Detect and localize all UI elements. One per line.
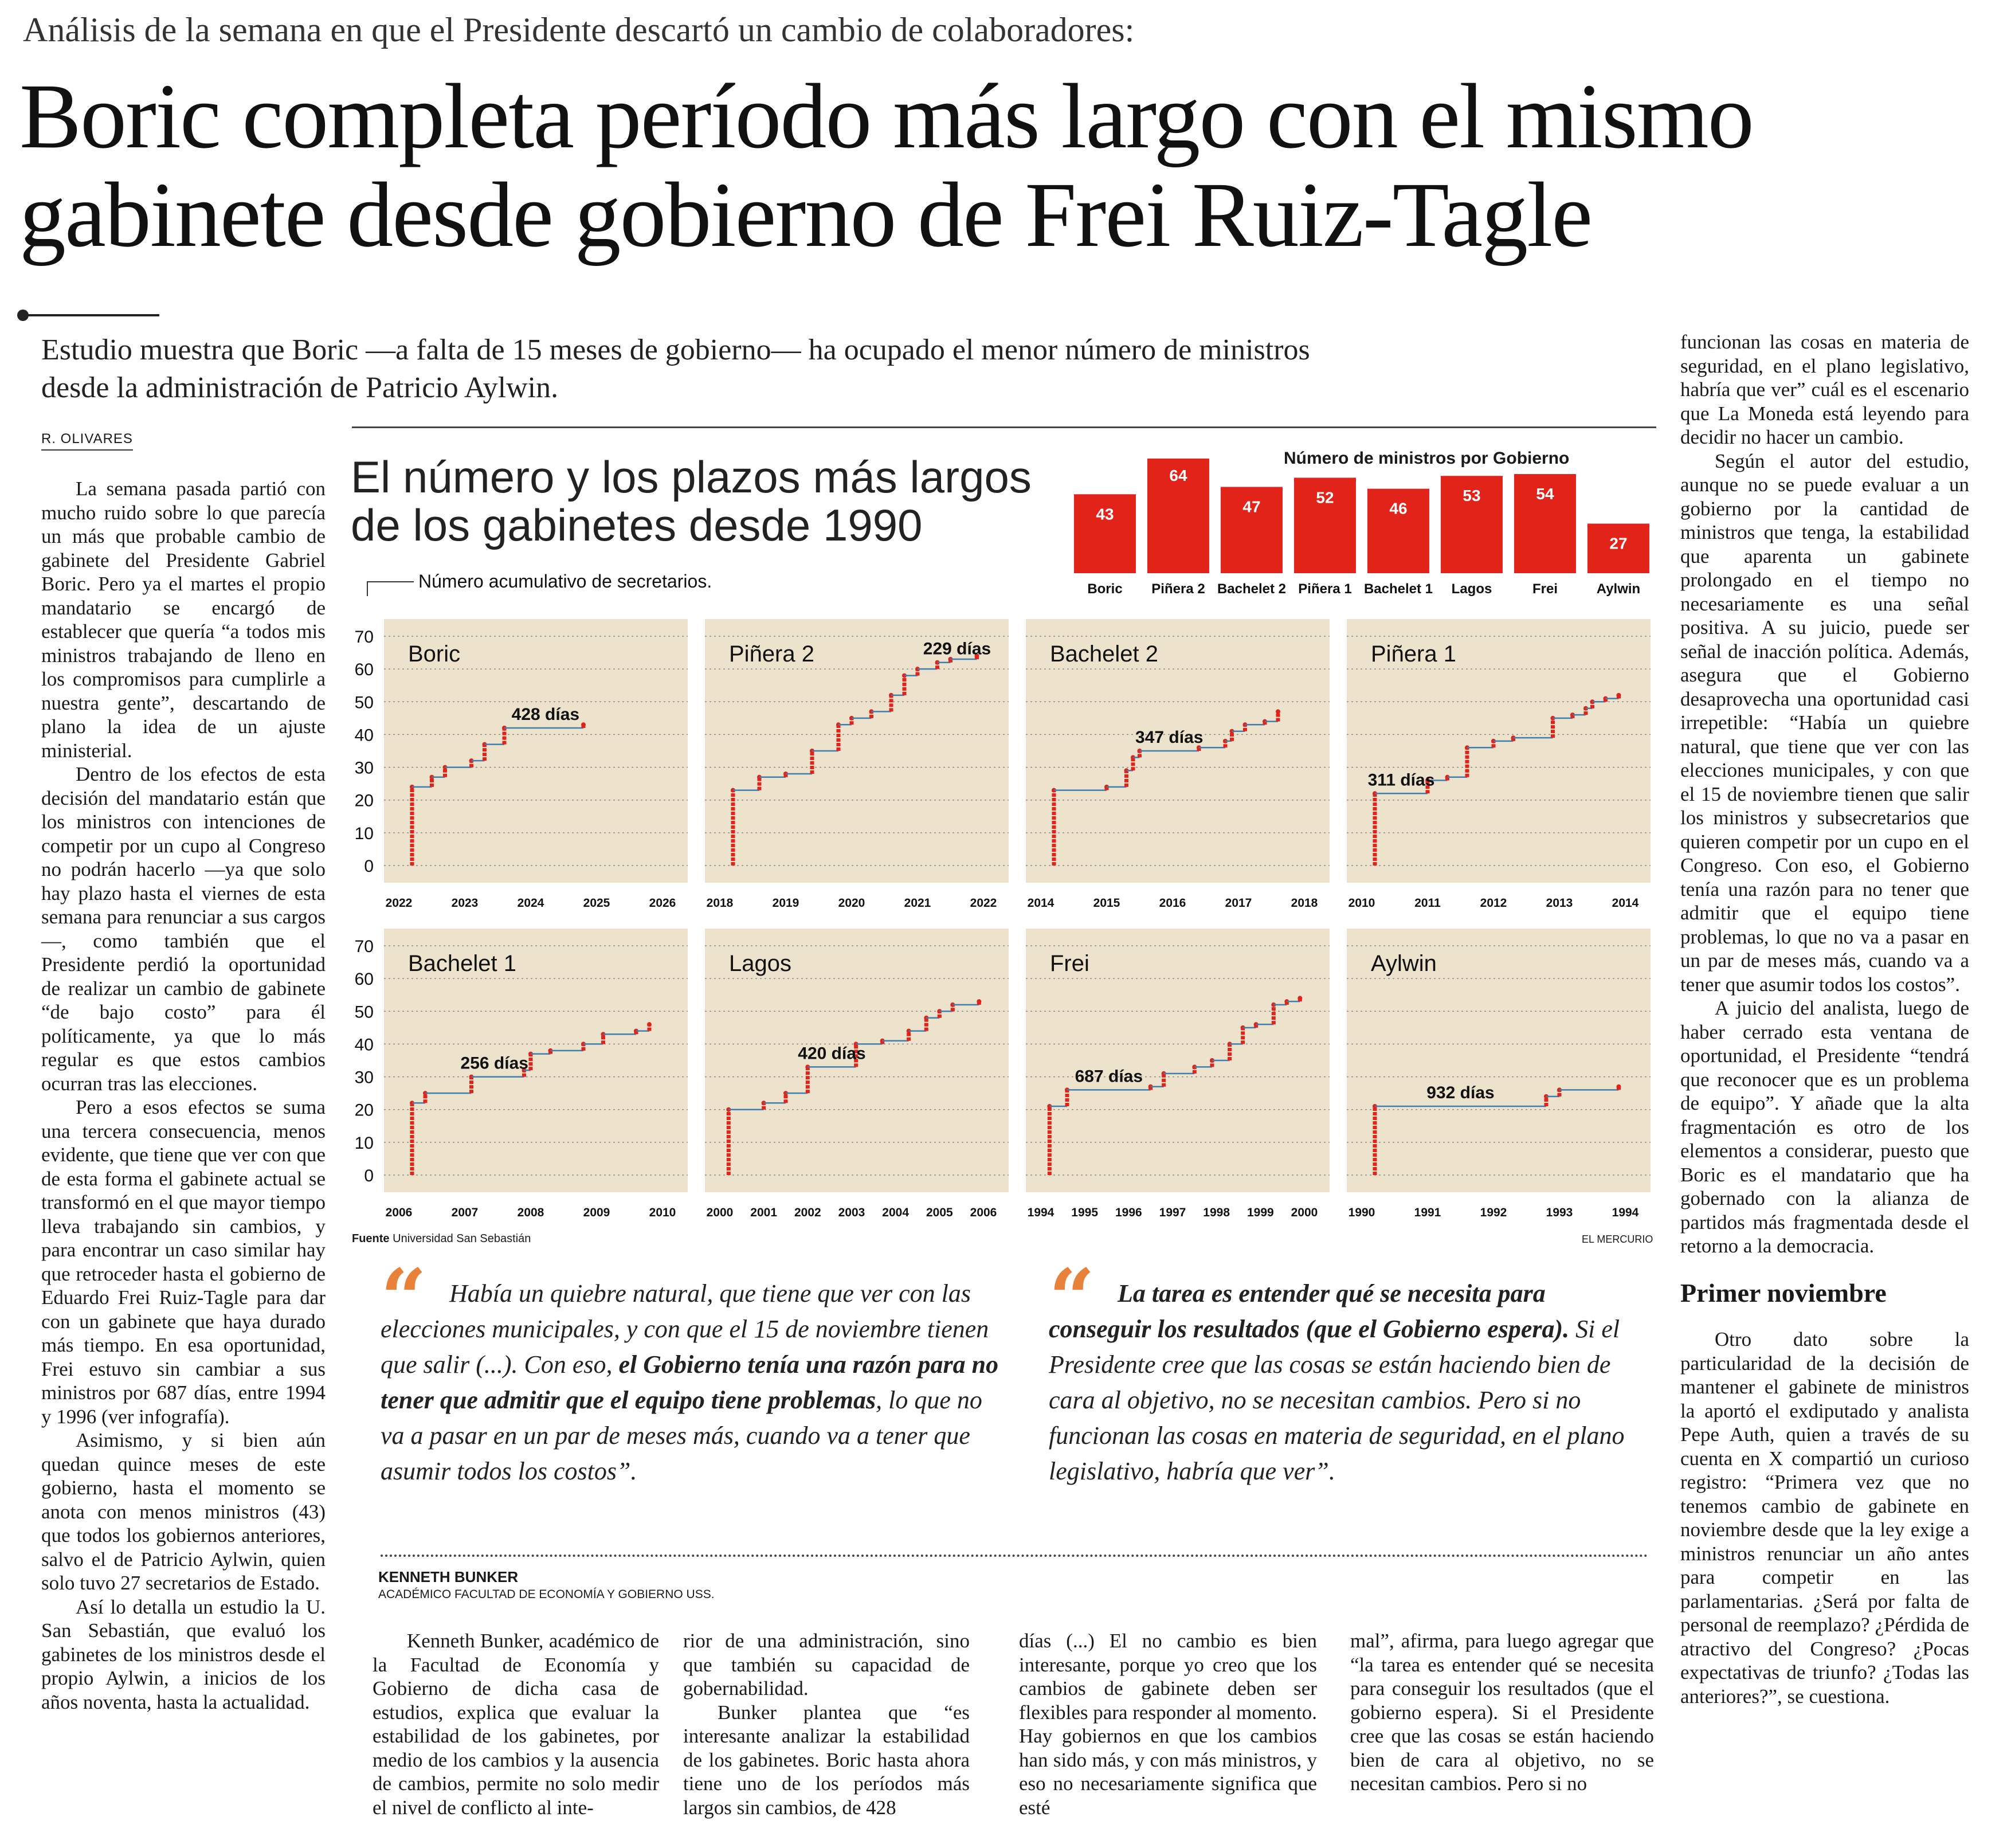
bar-category-label: Piñera 2 <box>1151 581 1205 597</box>
bar-category-label: Frei <box>1532 581 1558 597</box>
x-tick-label: 2023 <box>451 896 479 910</box>
y-tick-label: 30 <box>354 1068 374 1087</box>
headline <box>19 65 2002 267</box>
step-point <box>1276 709 1280 714</box>
longest-period-label: 229 días <box>923 639 991 659</box>
longest-period-label: 311 días <box>1367 770 1435 790</box>
panel-3 <box>1026 619 1330 910</box>
y-tick-label: 20 <box>354 1101 374 1120</box>
x-tick-label: 1994 <box>1027 1206 1054 1219</box>
x-tick-label: 2020 <box>838 896 865 910</box>
y-tick-label: 50 <box>354 1003 374 1022</box>
graphic-top-rule <box>352 426 1656 428</box>
panel-6 <box>705 929 1009 1219</box>
x-tick-label: 2007 <box>451 1206 479 1219</box>
y-tick-label: 40 <box>354 1035 374 1055</box>
quote-1 <box>381 1276 999 1489</box>
source-label: Fuente <box>352 1232 390 1245</box>
deck-line-2: desde la administración de Patricio Aylwin. <box>41 371 559 404</box>
bar-value-label: 52 <box>1316 488 1334 507</box>
right-column <box>1680 330 1969 1708</box>
x-tick-label: 2021 <box>904 896 931 910</box>
longest-period-label: 347 días <box>1135 728 1203 747</box>
longest-period-label: 420 días <box>798 1044 866 1063</box>
panel-7 <box>1026 929 1330 1219</box>
x-tick-label: 2002 <box>794 1206 821 1219</box>
x-tick-label: 2017 <box>1225 896 1252 910</box>
bar-value-label: 54 <box>1536 485 1554 503</box>
x-tick-label: 2004 <box>882 1206 910 1219</box>
deck-rule <box>22 314 159 316</box>
bottom-column-2 <box>683 1629 970 1819</box>
left-paragraph-4: Asimismo, y si bien aún quedan quince meses de este gobierno, hasta el momento se anota con menos ministros (43) que todos los gobiernos anteriores, salvo el de Patricio Aylwin, quien solo tuvo 27 secretarios de Estado. <box>41 1429 326 1594</box>
bar-value-label: 43 <box>1096 505 1114 523</box>
longest-period-label: 687 días <box>1075 1067 1143 1086</box>
bar-value-label: 27 <box>1609 534 1628 553</box>
x-tick-label: 2018 <box>706 896 734 910</box>
bottom-paragraph-5: mal”, afirma, para luego agregar que “la tarea es entender qué se necesita para conseguir los resultados (que el gobierno espera). Si el Presidente cree que las cosas se están haciendo bien de cara al objetivo, no se necesitan cambios. Pero si no <box>1350 1630 1654 1795</box>
quote-author: KENNETH BUNKER <box>378 1568 519 1585</box>
step-point <box>1617 1084 1621 1089</box>
bar-category-label: Piñera 1 <box>1298 581 1352 597</box>
bar-value-label: 53 <box>1463 487 1481 505</box>
x-tick-label: 1994 <box>1612 1206 1639 1219</box>
step-point <box>647 1022 652 1027</box>
y-tick-label: 70 <box>354 628 374 647</box>
bottom-column-3 <box>1019 1629 1317 1819</box>
x-tick-label: 2024 <box>517 896 544 910</box>
quote-mark-icon-2: “ <box>1049 1252 1095 1346</box>
step-point <box>977 999 981 1004</box>
x-tick-label: 2001 <box>750 1206 778 1219</box>
quote-1-emphasis: el Gobierno tenía una razón para no tener que admitir que el equipo tiene problemas <box>381 1350 999 1414</box>
left-paragraph-5: Así lo detalla un estudio la U. San Sebastián, que evaluó los gabinetes de los ministros desde el propio Aylwin, a inicios de los años noventa, hasta la actualidad. <box>41 1595 326 1713</box>
step-point <box>1617 693 1621 698</box>
bar-value-label: 47 <box>1242 498 1261 516</box>
headline-line-1: Boric completa período más largo con el mismo <box>19 65 1753 168</box>
bottom-paragraph-2: rior de una administración, sino que también su capacidad de gobernabilidad. <box>683 1630 970 1700</box>
right-paragraph-2: Según el autor del estudio, aunque no se puede evaluar a un gobierno por la cantidad de ministros que tenga, la estabilidad que aparenta un gabinete prolongado en el tiempo no necesariamente es una señal positiva. A su juicio, puede ser señal de inacción política. Además, asegura que el Gobierno desaprovecha una oportunidad casi irrepetible: “Había un quiebre natural, que tiene que ver con las elecciones municipales, y con que el 15 de noviembre tienen que salir los ministros y subsecretarios que quieren competir por un cupo en el Congreso. Con eso, el Gobierno tenía una razón para no tener que admitir que el equipo tiene problemas, lo que no va a pasar en un par de meses más, cuando va a tener que asumir todos los costos”. <box>1680 449 1969 996</box>
y-tick-label: 10 <box>354 824 374 843</box>
left-paragraph-3: Pero a esos efectos se suma una tercera consecuencia, menos evidente, que tiene que ver con que de esta forma el gabinete actual se transformó en el que mayor tiempo lleva trabajando sin cambios, y para encontrar un caso similar hay que retroceder hasta el gobierno de Eduardo Frei Ruiz-Tagle para dar con un gabinete que haya durado más tiempo. En esa oportunidad, Frei estuvo sin cambiar a sus ministros por 687 días, entre 1994 y 1996 (ver infografía). <box>41 1096 326 1428</box>
step-point <box>581 722 586 727</box>
y-tick-label: 70 <box>354 937 374 956</box>
panel-2 <box>705 619 1009 910</box>
bottom-paragraph-1: Kenneth Bunker, académico de la Facultad de Economía y Gobierno de dicha casa de estudios, explica que evaluar la estabilidad de los gabinetes, por medio de los cambios y la ausencia de cambios, permite no solo medir el nivel de conflicto al inte- <box>373 1630 659 1819</box>
x-tick-label: 2014 <box>1027 896 1054 910</box>
bar-value-label: 64 <box>1169 467 1187 484</box>
panel-1 <box>384 619 688 910</box>
y-tick-label: 60 <box>354 970 374 989</box>
deck <box>41 331 1646 407</box>
x-tick-label: 2003 <box>838 1206 865 1219</box>
x-tick-label: 2016 <box>1159 896 1186 910</box>
graphic-title-line-1: El número y los plazos más largos <box>351 452 1032 502</box>
bar-category-label: Lagos <box>1451 581 1492 597</box>
bar-chart <box>1066 459 1662 602</box>
y-tick-label: 60 <box>354 660 374 680</box>
x-tick-label: 2022 <box>385 896 413 910</box>
bottom-paragraph-3: Bunker plantea que “es interesante analizar la estabilidad de los gabinetes. Boric hasta ahora tiene uno de los períodos más largos sin cambios, de 428 <box>683 1701 970 1819</box>
bar-category-label: Bachelet 2 <box>1217 581 1287 597</box>
x-tick-label: 2006 <box>970 1206 997 1219</box>
bar-value-label: 46 <box>1389 499 1408 518</box>
x-tick-label: 2019 <box>772 896 799 910</box>
x-tick-label: 1997 <box>1159 1206 1186 1219</box>
bottom-paragraph-4: días (...) El no cambio es bien interesante, porque yo creo que los cambios de gabinete deben ser flexibles para responder al momento. Hay gobiernos en que los cambios han sido más, y con más ministros, y eso no necesariamente significa que esté <box>1019 1630 1317 1819</box>
bottom-column-4 <box>1350 1629 1654 1796</box>
bottom-column-1 <box>373 1629 659 1819</box>
panel-title: Piñera 1 <box>1371 641 1456 667</box>
graphic-title <box>351 453 1096 549</box>
y-tick-label: 0 <box>364 857 374 876</box>
y-tick-label: 20 <box>354 791 374 811</box>
bar-category-label: Aylwin <box>1596 581 1641 597</box>
source-name: Universidad San Sebastián <box>393 1232 531 1245</box>
y-tick-label: 10 <box>354 1133 374 1153</box>
longest-period-label: 256 días <box>460 1054 528 1073</box>
deck-line-1: Estudio muestra que Boric —a falta de 15 meses de gobierno— ha ocupado el menor número de ministros <box>41 334 1310 366</box>
panel-title: Boric <box>408 641 461 667</box>
y-tick-label: 30 <box>354 758 374 778</box>
panel-title: Bachelet 1 <box>408 951 517 976</box>
quote-author-role: ACADÉMICO FACULTAD DE ECONOMÍA Y GOBIERNO USS. <box>378 1588 715 1601</box>
byline: R. OLIVARES <box>41 431 133 451</box>
step-point <box>1297 996 1302 1000</box>
x-tick-label: 2025 <box>583 896 610 910</box>
longest-period-label: 932 días <box>1426 1083 1495 1102</box>
x-tick-label: 2010 <box>1348 896 1375 910</box>
x-tick-label: 2026 <box>649 896 676 910</box>
x-tick-label: 2014 <box>1612 896 1639 910</box>
y-tick-label: 0 <box>364 1166 374 1185</box>
x-tick-label: 2018 <box>1291 896 1318 910</box>
panel-title: Piñera 2 <box>729 641 814 667</box>
panel-title: Lagos <box>729 951 791 976</box>
longest-period-label: 428 días <box>511 705 580 724</box>
x-tick-label: 2011 <box>1414 896 1441 910</box>
right-subhead: Primer noviembre <box>1680 1278 1887 1307</box>
x-tick-label: 2013 <box>1546 896 1573 910</box>
x-tick-label: 1995 <box>1071 1206 1099 1219</box>
panel-title: Frei <box>1050 951 1089 976</box>
quote-1-part-c: , lo que no va a pasar en un par de meses más, cuando va a tener que asumir todos los costos”. <box>381 1386 982 1485</box>
y-tick-label: 50 <box>354 693 374 712</box>
headline-line-2: gabinete desde gobierno de Frei Ruiz-Tagle <box>19 164 1592 267</box>
right-paragraph-1: funcionan las cosas en materia de seguridad, en el plano legislativo, habría que ver” cuál es el escenario que La Moneda está leyendo para decidir no hacer un cambio. <box>1680 331 1969 448</box>
bar-chart-title: Número de ministros por Gobierno <box>1284 449 1570 468</box>
right-paragraph-4: Otro dato sobre la particularidad de la decisión de mantener el gabinete de ministros la aportó el exdiputado y analista Pepe Auth, quien a través de su cuenta en X compartió un curioso registro: “Primera vez que no tenemos cambio de gabinete en noviembre desde que la ley exige a ministros renunciar un año antes para competir en las parlamentarias. ¿Será por falta de personal de reemplazo? ¿Pérdida de atractivo del Congreso? ¿Pocas expectativas de triunfo? ¿Todas las anteriores?”, se cuestiona. <box>1680 1328 1969 1708</box>
x-tick-label: 2000 <box>706 1206 734 1219</box>
panel-title: Bachelet 2 <box>1050 641 1159 667</box>
kicker: Análisis de la semana en que el Presidente descartó un cambio de colaboradores: <box>23 11 1135 49</box>
left-paragraph-1: La semana pasada partió con mucho ruido sobre lo que parecía un más que probable cambio de gabinete del Presidente Gabriel Boric. Pero ya el martes el propio mandatario se encargó de establecer que quería “a todos mis ministros trabajando de lleno en los compromisos para cumplirle a nuestra gente”, descartando de plano la idea de un ajuste ministerial. <box>41 477 326 762</box>
cabinet-step-charts <box>344 590 1668 1232</box>
x-tick-label: 2012 <box>1480 896 1507 910</box>
panel-title: Aylwin <box>1371 951 1437 976</box>
quote-mark-icon-1: “ <box>381 1252 427 1346</box>
panel-5 <box>384 929 688 1219</box>
x-tick-label: 2008 <box>517 1206 544 1219</box>
x-tick-label: 2010 <box>649 1206 676 1219</box>
panel-8 <box>1347 929 1651 1219</box>
right-paragraph-3: A juicio del analista, luego de haber cerrado esta ventana de oportunidad, el Presidente “tendrá que reconocer que es un problema de equipo”. Y añade que la alta fragmentación es otro de los elementos a considerar, puesto que Boric es el mandatario que ha gobernado con la alianza de partidos más fragmentada desde el retorno a la democracia. <box>1680 997 1969 1257</box>
x-tick-label: 1996 <box>1115 1206 1142 1219</box>
x-tick-label: 1993 <box>1546 1206 1573 1219</box>
x-tick-label: 1992 <box>1480 1206 1507 1219</box>
graphic-source <box>352 1232 531 1246</box>
graphic-subtitle: Número acumulativo de secretarios. <box>418 571 712 592</box>
x-tick-label: 1999 <box>1246 1206 1274 1219</box>
quote-divider <box>381 1555 1648 1557</box>
x-tick-label: 2015 <box>1093 896 1120 910</box>
x-tick-label: 1998 <box>1203 1206 1230 1219</box>
quote-2-rest: Si el Presidente cree que las cosas se están haciendo bien de cara al objetivo, no se necesitan cambios. Pero si no funcionan las cosas en materia de seguridad, en el plano legislativo, habría que ver”. <box>1049 1315 1625 1485</box>
left-paragraph-2: Dentro de los efectos de esta decisión del mandatario están que los ministros con intenciones de competir por un cupo al Congreso no podrán hacerlo —ya que solo hay plazo hasta el viernes de esta semana para renunciar a sus cargos—, como también que el Presidente perdió la oportunidad de realizar un cambio de gabinete “de bajo costo” para él políticamente, ya que lo más regular es que estos cambios ocurran tras las elecciones. <box>41 763 326 1095</box>
left-column <box>41 477 326 1714</box>
quote-2-emphasis: La tarea es entender qué se necesita para conseguir los resultados (que el Gobierno espera). <box>1049 1279 1570 1343</box>
panel-4 <box>1347 619 1651 910</box>
y-tick-label: 40 <box>354 726 374 745</box>
x-tick-label: 2006 <box>385 1206 413 1219</box>
graphic-credit: EL MERCURIO <box>1582 1234 1653 1245</box>
x-tick-label: 2000 <box>1291 1206 1318 1219</box>
x-tick-label: 1990 <box>1348 1206 1375 1219</box>
quote-2 <box>1049 1276 1651 1489</box>
x-tick-label: 1991 <box>1414 1206 1441 1219</box>
x-tick-label: 2009 <box>583 1206 610 1219</box>
x-tick-label: 2022 <box>970 896 997 910</box>
graphic-title-line-2: de los gabinetes desde 1990 <box>351 500 923 550</box>
quote-1-part-a: Había un quiebre natural, que tiene que ver con las elecciones municipales, y con que el 15 de noviembre tienen que salir (...). Con eso, <box>381 1279 989 1379</box>
subtitle-leader-line <box>367 581 414 582</box>
bar-category-label: Bachelet 1 <box>1363 581 1433 597</box>
x-tick-label: 2005 <box>926 1206 953 1219</box>
bar-category-label: Boric <box>1087 581 1123 597</box>
